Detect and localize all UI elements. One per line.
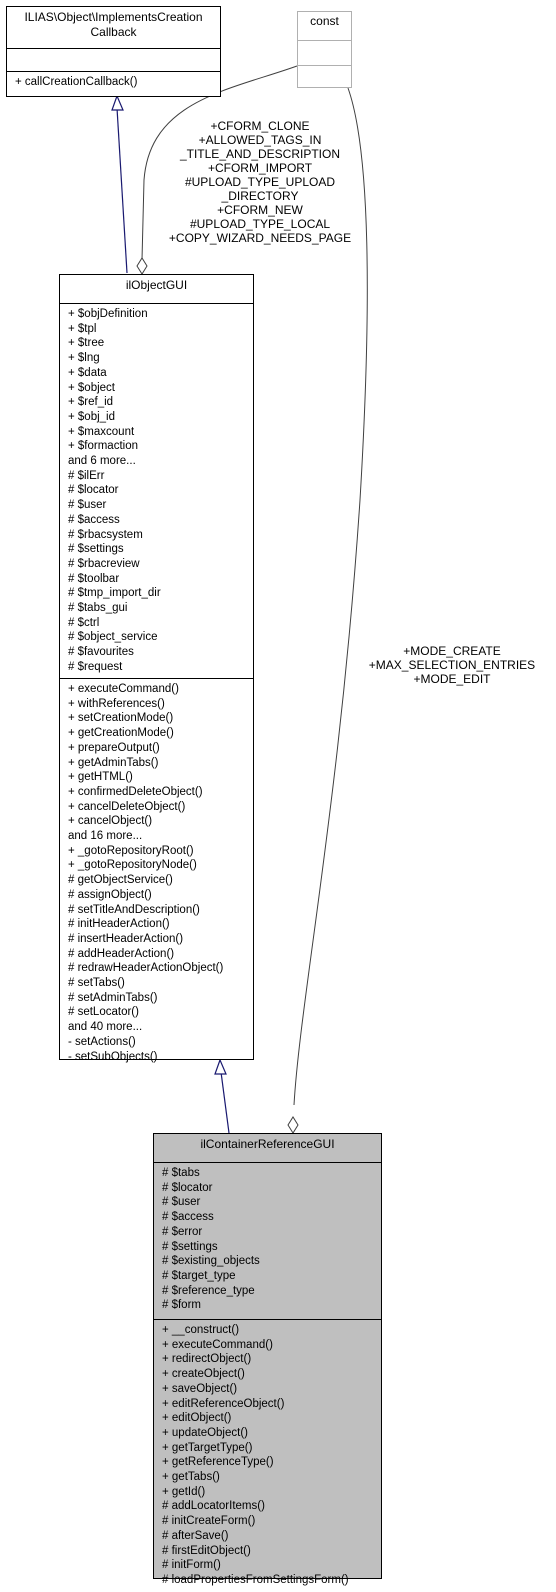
method-item: # setAdminTabs() <box>68 991 158 1004</box>
edge-label-line: +CFORM_CLONE <box>210 119 310 133</box>
method-item: + getTabs() <box>162 1471 220 1484</box>
method-item: + getId() <box>162 1485 206 1498</box>
method-item: # initForm() <box>162 1559 221 1572</box>
method-item: + setCreationMode() <box>68 712 174 725</box>
method-item: + getCreationMode() <box>68 727 174 740</box>
attribute-item: # $rbacsystem <box>68 528 143 541</box>
method-item: # firstEditObject() <box>162 1544 251 1557</box>
method-item: # initCreateForm() <box>162 1515 256 1528</box>
attribute-item: + $obj_id <box>68 410 115 423</box>
attribute-item: # $tmp_import_dir <box>68 587 161 600</box>
attribute-item: # $target_type <box>162 1269 236 1282</box>
method-item: # setTabs() <box>68 977 125 990</box>
main-class-title: ilContainerReferenceGUI <box>200 1137 335 1151</box>
attribute-item: # $access <box>162 1211 214 1224</box>
main-class-methods <box>154 1319 381 1592</box>
const-box <box>297 11 352 88</box>
method-item: + __construct() <box>162 1324 240 1336</box>
edge-label-line: +COPY_WIZARD_NEEDS_PAGE <box>168 231 352 245</box>
interface-title-line1: ILIAS\Object\ImplementsCreation <box>24 10 203 24</box>
method-item: + cancelObject() <box>68 815 153 828</box>
method-item: + cancelDeleteObject() <box>68 800 186 813</box>
edge-label-line: #UPLOAD_TYPE_UPLOAD <box>184 175 336 189</box>
method-item: - setActions() <box>68 1035 136 1048</box>
method-item: # addLocatorItems() <box>162 1500 265 1513</box>
attribute-item: + $formaction <box>68 440 138 453</box>
interface-title-line2: Callback <box>90 25 137 39</box>
edge-label-line: +MAX_SELECTION_ENTRIES <box>368 658 536 672</box>
edge-label-line: _TITLE_AND_DESCRIPTION <box>179 147 341 161</box>
attribute-item: + $data <box>68 366 107 379</box>
usage-diamond-base <box>137 258 147 274</box>
method-item: + updateObject() <box>162 1426 248 1439</box>
method-item: + getHTML() <box>68 771 133 784</box>
attribute-item: + $objDefinition <box>68 308 148 320</box>
method-item: # redrawHeaderActionObject() <box>68 962 224 975</box>
attribute-item: # $settings <box>162 1240 218 1253</box>
edge-label-line: +CFORM_NEW <box>217 203 303 217</box>
interface-attributes <box>7 48 220 71</box>
base-class-box <box>59 274 254 1063</box>
interface-title <box>7 7 220 48</box>
attribute-item: + $tree <box>68 337 105 350</box>
main-class-attributes <box>154 1162 381 1319</box>
inheritance-edge-base-to-interface <box>117 108 127 273</box>
usage-diamond-main <box>288 1117 298 1133</box>
attribute-item: # $tabs <box>162 1167 200 1179</box>
attribute-item: # $user <box>68 499 107 512</box>
attribute-item: + $tpl <box>68 322 97 335</box>
method-item: + redirectObject() <box>162 1353 252 1366</box>
edge-label-line: +CFORM_IMPORT <box>207 161 313 175</box>
edge-label-line: +ALLOWED_TAGS_IN <box>198 133 322 147</box>
method-item: # addHeaderAction() <box>68 947 175 960</box>
attribute-item: + $maxcount <box>68 425 135 438</box>
method-item: # loadPropertiesFromSettingsForm() <box>162 1573 349 1586</box>
attribute-item: # $form <box>162 1299 201 1312</box>
attribute-item: # $reference_type <box>162 1284 255 1297</box>
attribute-item: # $locator <box>162 1181 213 1194</box>
method-item: + executeCommand() <box>162 1338 273 1351</box>
const-attributes <box>298 40 351 65</box>
base-class-attributes <box>60 303 253 678</box>
attribute-item: # $rbacreview <box>68 557 140 570</box>
method-item: # assignObject() <box>68 888 152 901</box>
attribute-item: # $toolbar <box>68 572 120 585</box>
attribute-item: # $access <box>68 513 120 526</box>
attribute-item: # $locator <box>68 484 119 497</box>
method-item: # insertHeaderAction() <box>68 932 184 945</box>
method-item: + confirmedDeleteObject() <box>68 785 203 798</box>
main-class-box <box>153 1133 382 1586</box>
attribute-item: # $existing_objects <box>162 1255 260 1268</box>
attribute-item: # $settings <box>68 543 124 556</box>
method-item: # getObjectService() <box>68 874 173 887</box>
edge-label-line: #UPLOAD_TYPE_LOCAL <box>189 217 331 231</box>
method-item: + executeCommand() <box>68 683 179 695</box>
method-item: + withReferences() <box>68 697 165 710</box>
method-item: + _gotoRepositoryRoot() <box>68 844 194 857</box>
attribute-item: # $tabs_gui <box>68 602 128 615</box>
attribute-item: # $request <box>68 660 123 673</box>
attribute-item: and 6 more... <box>68 455 136 468</box>
method-item: + _gotoRepositoryNode() <box>68 859 197 872</box>
base-class-title: ilObjectGUI <box>125 278 188 292</box>
attribute-item: + $object <box>68 381 115 394</box>
inheritance-edge-main-to-base <box>221 1072 229 1133</box>
inheritance-arrowhead-interface <box>112 96 123 110</box>
method-item: - setSubObjects() <box>68 1050 158 1063</box>
method-item: + getAdminTabs() <box>68 756 159 769</box>
attribute-item: # $error <box>162 1225 203 1238</box>
interface-box <box>6 6 221 97</box>
method-item: # setLocator() <box>68 1006 139 1019</box>
edge-label-line: _DIRECTORY <box>221 189 299 203</box>
method-item: # setTitleAndDescription() <box>68 903 200 916</box>
method-item: # initHeaderAction() <box>68 918 170 931</box>
method-item: and 16 more... <box>68 830 143 843</box>
edge-label-const-to-base <box>130 119 390 245</box>
const-methods <box>298 65 351 90</box>
interface-methods <box>7 71 220 94</box>
attribute-item: + $lng <box>68 352 100 365</box>
edge-label-line: +MODE_CREATE <box>403 644 501 658</box>
method-item: # afterSave() <box>162 1529 229 1542</box>
method-item: + createObject() <box>162 1368 245 1381</box>
method-item: + editReferenceObject() <box>162 1397 285 1410</box>
method-item: and 40 more... <box>68 1021 143 1034</box>
method-item: + callCreationCallback() <box>15 76 138 88</box>
attribute-item: # $ctrl <box>68 616 100 629</box>
attribute-item: # $object_service <box>68 631 158 644</box>
method-item: + prepareOutput() <box>68 741 160 754</box>
method-item: + saveObject() <box>162 1382 238 1395</box>
attribute-item: # $favourites <box>68 646 134 659</box>
attribute-item: # $ilErr <box>68 469 105 482</box>
const-title: const <box>310 14 339 28</box>
method-item: + getReferenceType() <box>162 1456 274 1469</box>
edge-label-line: +MODE_EDIT <box>413 672 491 686</box>
edge-label-const-to-main <box>352 644 552 686</box>
attribute-item: # $user <box>162 1196 201 1209</box>
base-class-methods <box>60 678 253 1068</box>
method-item: + getTargetType() <box>162 1441 253 1454</box>
method-item: + editObject() <box>162 1412 232 1425</box>
attribute-item: + $ref_id <box>68 396 114 409</box>
